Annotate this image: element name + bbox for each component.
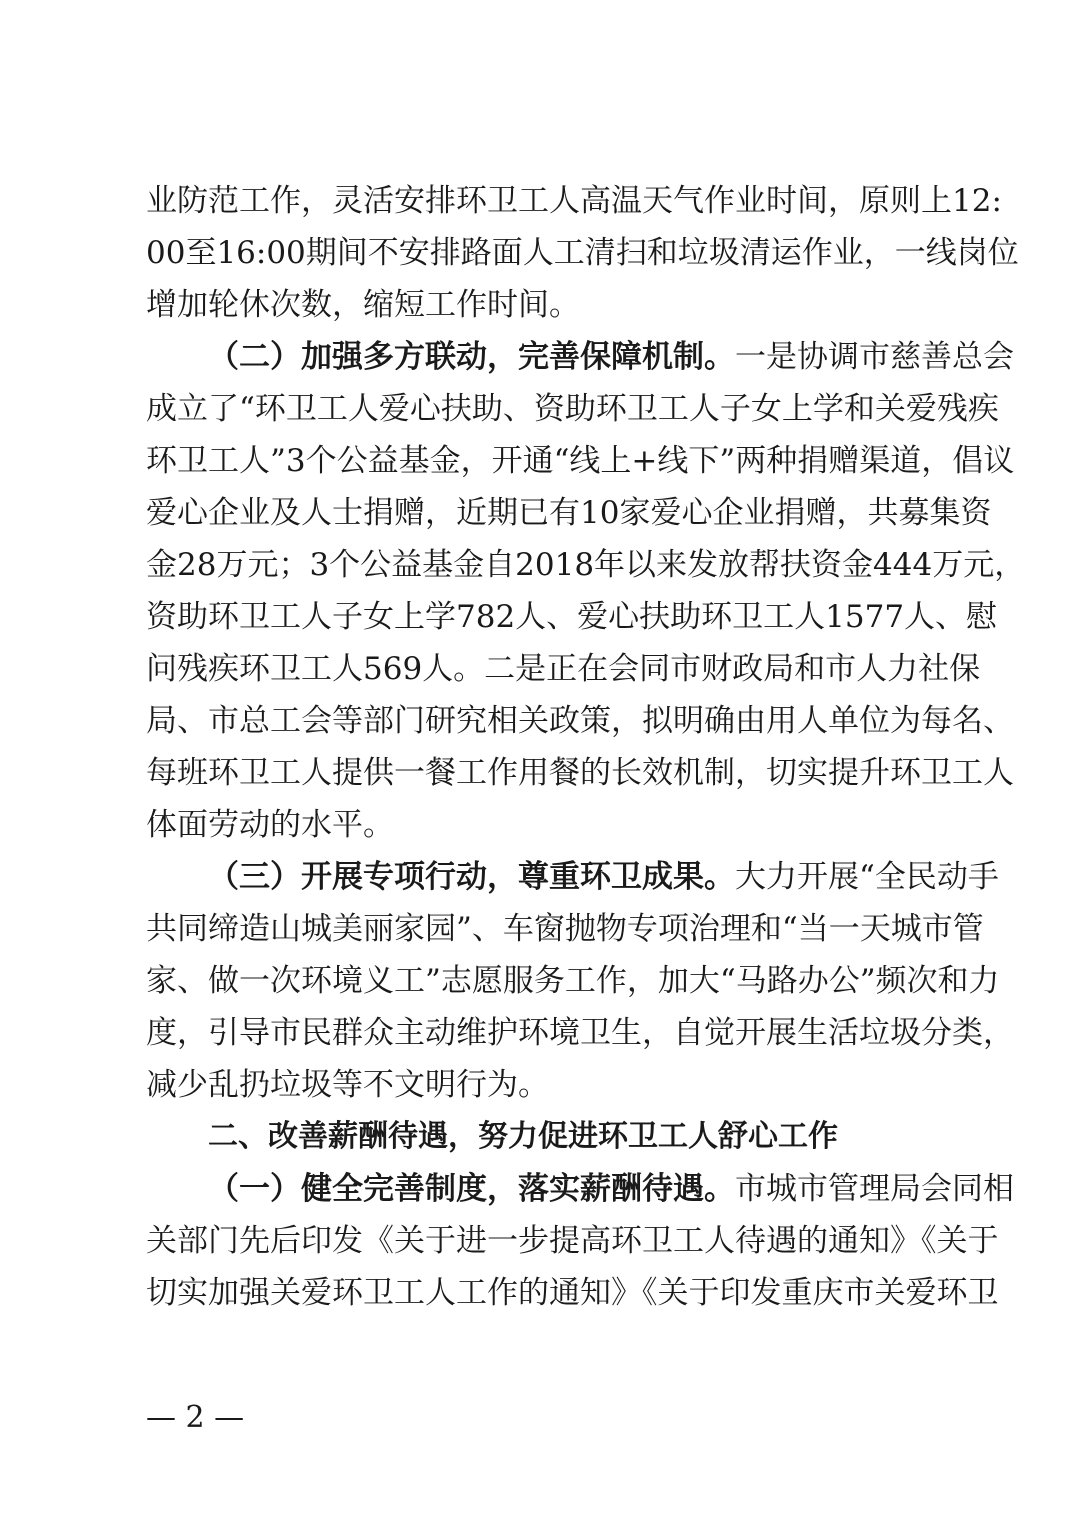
text-line — [146, 851, 999, 903]
section-heading: 二、改善薪酬待遇，努力促进环卫工人舒心工作 — [208, 1119, 838, 1154]
text-line: 家、做一次环境义工”志愿服务工作，加大“马路办公”频次和力 — [146, 963, 1000, 999]
paragraph-title: （一）健全完善制度，落实薪酬待遇。 — [208, 1171, 735, 1207]
text-line: 度，引导市民群众主动维护环境卫生，自觉开展生活垃圾分类， — [146, 1015, 1014, 1051]
text-line: 局、市总工会等部门研究相关政策，拟明确由用人单位为每名、 — [146, 703, 1014, 739]
text-line: 成立了“环卫工人爱心扶助、资助环卫工人子女上学和关爱残疾 — [146, 391, 999, 427]
text-line: 爱心企业及人士捐赠，近期已有10家爱心企业捐赠，共募集资 — [146, 495, 992, 531]
text-line: 业防范工作，灵活安排环卫工人高温天气作业时间，原则上12: — [146, 183, 1002, 219]
text-line: 资助环卫工人子女上学782人、爱心扶助环卫工人1577人、慰 — [146, 599, 998, 635]
paragraph-subsection-1 — [146, 1163, 1014, 1319]
paragraph-section-3 — [146, 851, 1014, 1111]
text-line — [146, 1163, 1014, 1215]
text-line: 共同缔造山城美丽家园”、车窗抛物专项治理和“当一天城市管 — [146, 911, 984, 947]
text-line: 切实加强关爱环卫工人工作的通知》《关于印发重庆市关爱环卫 — [146, 1275, 999, 1311]
document-body — [146, 175, 1026, 1319]
text-line: 关部门先后印发《关于进一步提高环卫工人待遇的通知》《关于 — [146, 1223, 999, 1259]
paragraph-text: 一是协调市慈善总会 — [735, 339, 1014, 375]
text-line: 00至16:00期间不安排路面人工清扫和垃圾清运作业，一线岗位 — [146, 235, 1019, 271]
page-number: — 2 — — [146, 1400, 245, 1435]
text-line: 增加轮休次数，缩短工作时间。 — [146, 287, 580, 323]
paragraph-section-2 — [146, 331, 1026, 851]
paragraph-continuation — [146, 175, 1019, 331]
text-line — [146, 331, 1014, 383]
text-line: 体面劳动的水平。 — [146, 807, 394, 843]
paragraph-title: （二）加强多方联动，完善保障机制。 — [208, 339, 735, 375]
paragraph-title: （三）开展专项行动，尊重环卫成果。 — [208, 859, 735, 895]
text-line: 金28万元；3个公益基金自2018年以来发放帮扶资金444万元， — [146, 547, 1026, 583]
text-line: 环卫工人”3个公益基金，开通“线上+线下”两种捐赠渠道，倡议 — [146, 443, 1015, 479]
text-line: 问残疾环卫工人569人。二是正在会同市财政局和市人力社保 — [146, 651, 981, 687]
paragraph-text: 大力开展“全民动手 — [735, 859, 999, 895]
text-line: 每班环卫工人提供一餐工作用餐的长效机制，切实提升环卫工人 — [146, 755, 1014, 791]
text-line: 减少乱扔垃圾等不文明行为。 — [146, 1067, 549, 1103]
paragraph-text: 市城市管理局会同相 — [735, 1171, 1014, 1207]
